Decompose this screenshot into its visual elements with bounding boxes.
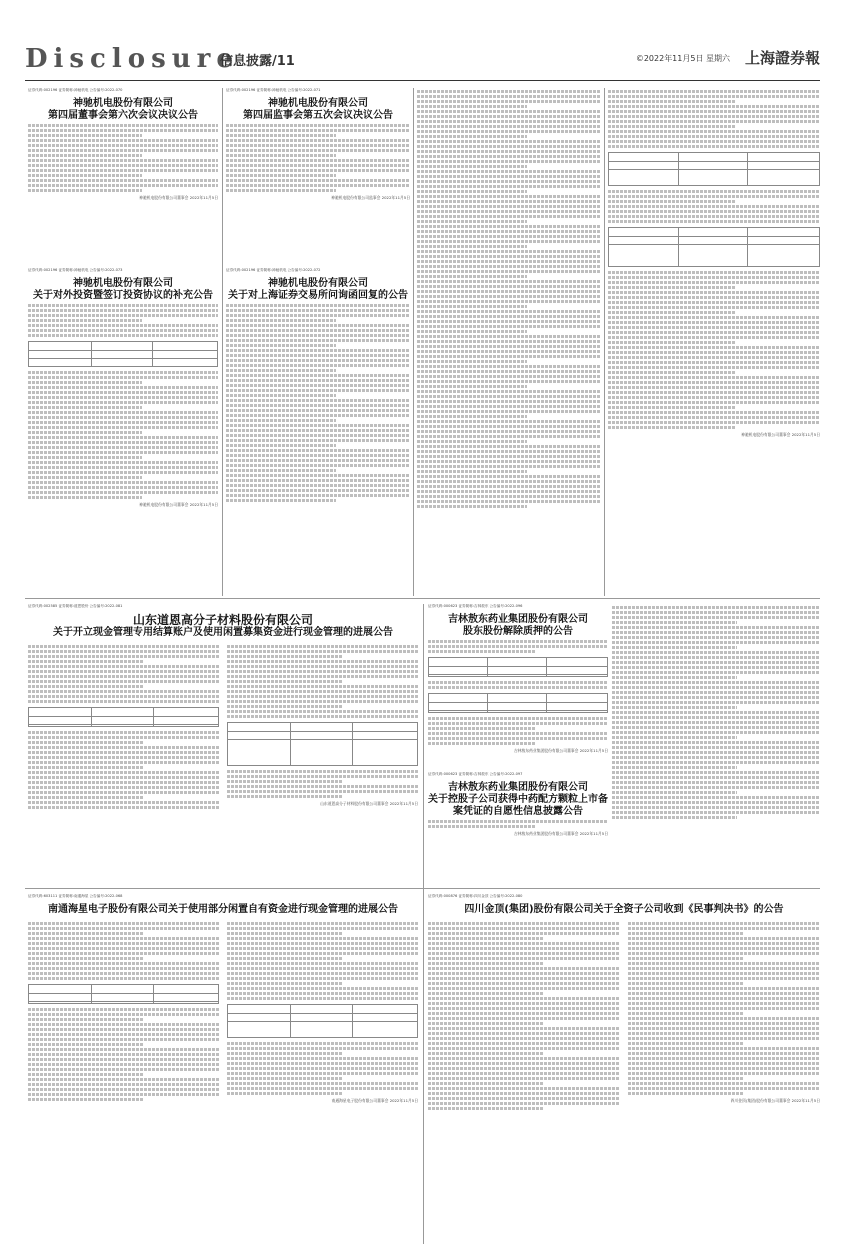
announcement-tcm-granules bbox=[428, 772, 608, 884]
data-table bbox=[28, 707, 219, 727]
column-divider bbox=[604, 88, 605, 596]
announcement-title: 南通海星电子股份有限公司关于使用部分闲置自有资金进行现金管理的进展公告 bbox=[48, 904, 398, 915]
stock-code-line: 证券代码:603111 证券简称:南通海星 公告编号:2022-068 bbox=[28, 894, 123, 898]
company-name: 神驰机电股份有限公司 bbox=[73, 98, 173, 109]
data-table bbox=[227, 1004, 418, 1038]
signoff: 神驰机电股份有限公司董事会 2022年11月5日 bbox=[139, 502, 218, 507]
paper-name: 上海證券報 bbox=[744, 49, 820, 67]
column-divider bbox=[423, 604, 424, 1244]
announcement-title: 关于对外投资暨签订投资协议的补充公告 bbox=[33, 290, 213, 301]
stock-code-line: 证券代码:000623 证券简称:吉林敖东 公告编号:2022-097 bbox=[428, 772, 523, 776]
announcement-title: 关于控股子公司获得中药配方颗粒上市备案凭证的自愿性信息披露公告 bbox=[428, 794, 608, 817]
signoff: 神驰机电股份有限公司董事会 2022年11月5日 bbox=[741, 432, 820, 437]
column-divider bbox=[222, 88, 223, 596]
company-name: 山东道恩高分子材料股份有限公司 bbox=[132, 613, 313, 627]
signoff: 神驰机电股份有限公司监事会 2022年11月5日 bbox=[331, 195, 410, 200]
announcement-investment-supplement bbox=[28, 268, 218, 594]
data-table bbox=[28, 341, 218, 367]
announcement-continued-text bbox=[612, 604, 820, 884]
signoff: 南通海星电子股份有限公司董事会 2022年11月5日 bbox=[331, 1098, 418, 1103]
company-name: 吉林敖东药业集团股份有限公司 bbox=[448, 614, 588, 625]
announcement-title: 第四届董事会第六次会议决议公告 bbox=[48, 110, 198, 121]
announcement-title: 四川金顶(集团)股份有限公司关于全资子公司收到《民事判决书》的公告 bbox=[464, 904, 784, 915]
announcement-court-judgment-jinding bbox=[428, 894, 820, 1246]
data-table bbox=[28, 984, 219, 1004]
column-divider bbox=[413, 88, 414, 596]
data-table bbox=[428, 693, 608, 713]
stock-code-line: 证券代码:000623 证券简称:吉林敖东 公告编号:2022-096 bbox=[428, 604, 523, 608]
stock-code-line: 证券代码:002585 证券简称:道恩股份 公告编号:2022-081 bbox=[28, 604, 123, 608]
signoff: 吉林敖东药业集团股份有限公司董事会 2022年11月5日 bbox=[513, 748, 608, 753]
announcement-supervisory-resolution bbox=[226, 88, 410, 264]
announcement-title: 关于开立现金管理专用结算账户及使用闲置募集资金进行现金管理的进展公告 bbox=[53, 627, 393, 638]
data-table bbox=[227, 722, 418, 766]
stock-code-line: 证券代码:000876 证券简称:四川金顶 公告编号:2022-080 bbox=[428, 894, 523, 898]
inquiry-reply-continued-2 bbox=[608, 88, 820, 594]
company-name: 神驰机电股份有限公司 bbox=[268, 278, 368, 289]
header-rule bbox=[25, 80, 820, 81]
announcement-cash-management-dawn bbox=[28, 604, 418, 884]
signoff: 神驰机电股份有限公司董事会 2022年11月5日 bbox=[139, 195, 218, 200]
signoff: 山东道恩高分子材料股份有限公司董事会 2022年11月5日 bbox=[320, 801, 418, 806]
data-table bbox=[608, 227, 820, 267]
stock-code-line: 证券代码:002196 证券简称:神驰机电 公告编号:2022-070 bbox=[28, 88, 123, 92]
announcement-board-resolution bbox=[28, 88, 218, 264]
company-name: 神驰机电股份有限公司 bbox=[73, 278, 173, 289]
announcement-title: 第四届监事会第五次会议决议公告 bbox=[243, 110, 393, 121]
dateline: ©2022年11月5日 星期六 bbox=[635, 54, 730, 63]
section-title: 信息披露/11 bbox=[220, 54, 295, 69]
section-divider bbox=[25, 598, 820, 599]
announcement-inquiry-reply bbox=[226, 268, 410, 594]
brand-wordmark: Disclosure bbox=[25, 44, 239, 74]
stock-code-line: 证券代码:002196 证券简称:神驰机电 公告编号:2022-071 bbox=[226, 88, 321, 92]
stock-code-line: 证券代码:002196 证券简称:神驰机电 公告编号:2022-072 bbox=[226, 268, 321, 272]
data-table bbox=[608, 152, 820, 186]
stock-code-line: 证券代码:002196 证券简称:神驰机电 公告编号:2022-073 bbox=[28, 268, 123, 272]
masthead bbox=[25, 44, 820, 74]
announcement-title: 关于对上海证券交易所问询函回复的公告 bbox=[228, 290, 408, 301]
inquiry-reply-continued bbox=[417, 88, 601, 594]
company-name: 吉林敖东药业集团股份有限公司 bbox=[448, 782, 588, 793]
signoff: 四川金顶(集团)股份有限公司董事会 2022年11月5日 bbox=[730, 1098, 820, 1103]
signoff: 吉林敖东药业集团股份有限公司董事会 2022年11月5日 bbox=[513, 831, 608, 836]
company-name: 神驰机电股份有限公司 bbox=[268, 98, 368, 109]
announcement-pledge-release bbox=[428, 604, 608, 768]
announcement-idle-funds-haixing bbox=[28, 894, 418, 1246]
announcement-title: 股东股份解除质押的公告 bbox=[463, 626, 573, 637]
data-table bbox=[428, 657, 608, 677]
